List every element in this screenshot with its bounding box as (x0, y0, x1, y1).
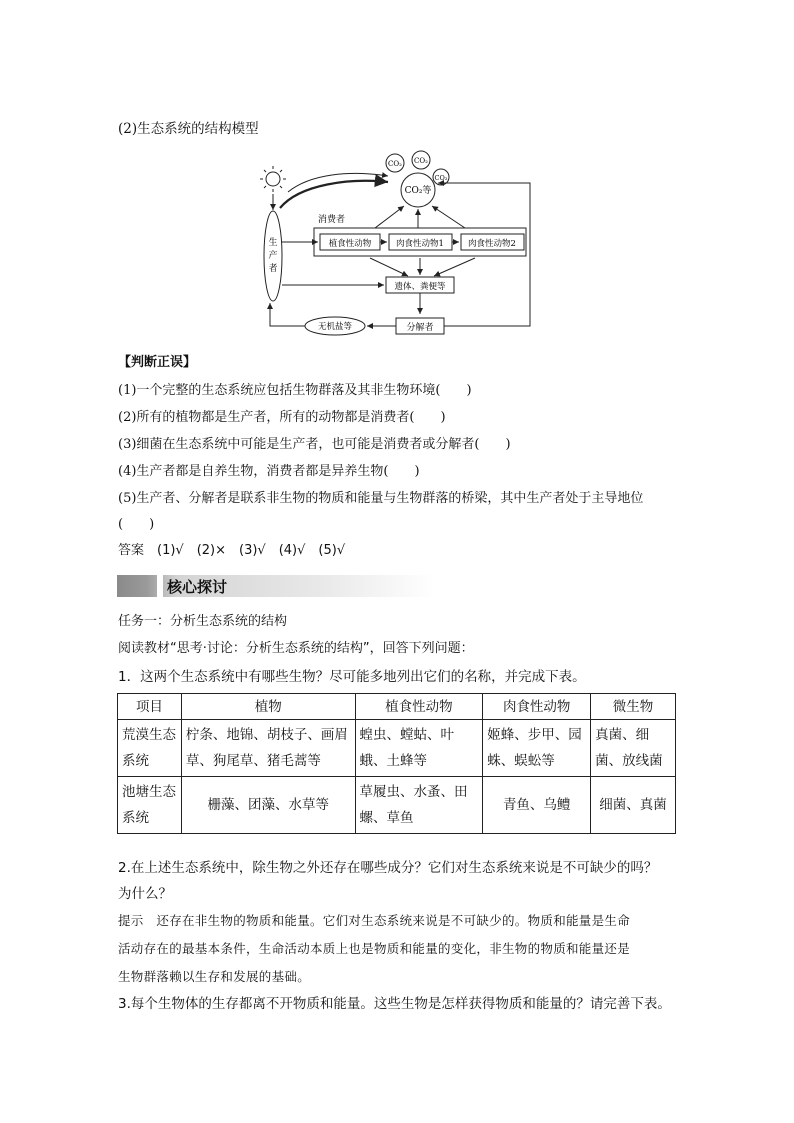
question-2-line-1: 2.在上述生态系统中，除生物之外还存在哪些成分？它们对生态系统来说是不可缺少的吗？ (118, 860, 658, 876)
svg-text:肉食性动物1: 肉食性动物1 (396, 239, 444, 249)
reading-instruction: 阅读教材“思考·讨论：分析生态系统的结构”，回答下列问题： (118, 641, 474, 656)
svg-text:者: 者 (268, 264, 278, 274)
ecosystem-structure-diagram (240, 148, 540, 340)
svg-text:CO₂等: CO₂等 (404, 186, 432, 196)
judge-item-5: (5)生产者、分解者是联系非生物的物质和能量与生物群落的桥梁，其中生产者处于主导地位 (118, 491, 644, 506)
sun-icon (260, 166, 286, 192)
question-3: 3.每个生物体的生存都离不开物质和能量。这些生物是怎样获得物质和能量的？请完善下表。 (118, 996, 671, 1012)
herbivores-cell: 蝗虫、螳蛄、叶蛾、土蜂等 (355, 720, 483, 777)
svg-text:肉食性动物2: 肉食性动物2 (468, 239, 516, 249)
section-header (117, 575, 435, 597)
header-carnivores: 肉食性动物 (483, 694, 591, 720)
table-header-row (118, 694, 676, 720)
judge-item-5-bracket: ( ) (118, 517, 155, 532)
co2-small-circle-2 (412, 151, 430, 169)
table-row (118, 720, 676, 777)
carnivores-cell: 青鱼、乌鳢 (483, 777, 591, 834)
row-label: 池塘生态系统 (118, 777, 182, 834)
producer-node (264, 211, 282, 301)
header-plants: 植物 (181, 694, 355, 720)
decomposer-node (396, 318, 444, 334)
organism-table (117, 693, 676, 834)
microbes-cell: 细菌、真菌 (591, 777, 676, 834)
row-label: 荒漠生态系统 (118, 720, 182, 777)
judge-heading: 【判断正误】 (118, 355, 197, 370)
hint-line-3: 生物群落赖以生存和发展的基础。 (118, 969, 311, 984)
judge-answer: 答案 (1)√ (2)× (3)√ (4)√ (5)√ (118, 543, 346, 558)
judge-item-1: (1)一个完整的生态系统应包括生物群落及其非生物环境( ) (118, 383, 472, 398)
microbes-cell: 真菌、细菌、放线菌 (591, 720, 676, 777)
hint-line-2: 活动存在的最基本条件，生命活动本质上也是物质和能量的变化，非生物的物质和能量还是 (118, 941, 631, 956)
svg-text:无机盐等: 无机盐等 (317, 322, 353, 332)
svg-text:CO₂: CO₂ (414, 157, 428, 165)
judge-item-4: (4)生产者都是自养生物，消费者都是异养生物( ) (118, 464, 420, 479)
judge-item-3: (3)细菌在生态系统中可能是生产者，也可能是消费者或分解者( ) (118, 437, 511, 452)
svg-text:生: 生 (268, 238, 278, 248)
diagram-title: (2)生态系统的结构模型 (118, 121, 259, 137)
carnivores-cell: 姬蜂、步甲、园蛛、蜈蚣等 (483, 720, 591, 777)
header-microbes: 微生物 (591, 694, 676, 720)
carnivore1-node (389, 234, 452, 250)
plants-cell: 柠条、地锦、胡枝子、画眉草、狗尾草、猪毛蒿等 (181, 720, 355, 777)
header-herbivores: 植食性动物 (355, 694, 483, 720)
consumer-group-label: 消费者 (318, 215, 346, 225)
question-1: 1．这两个生态系统中有哪些生物？尽可能多地列出它们的名称，并完成下表。 (118, 669, 586, 685)
herbivores-cell: 草履虫、水蚤、田螺、草鱼 (355, 777, 483, 834)
plants-cell: 栅藻、团藻、水草等 (181, 777, 355, 834)
table-row (118, 777, 676, 834)
judge-item-2: (2)所有的植物都是生产者，所有的动物都是消费者( ) (118, 410, 446, 425)
co2-small-circle-1 (386, 154, 404, 172)
hint-line-1: 提示 还存在非生物的物质和能量。它们对生态系统来说是不可缺少的。物质和能量是生命 (118, 913, 631, 928)
herbivore-node (320, 234, 380, 250)
svg-text:CO₂: CO₂ (388, 160, 402, 168)
task1-title: 任务一：分析生态系统的结构 (118, 614, 288, 629)
svg-text:产: 产 (268, 251, 278, 261)
header-item: 项目 (118, 694, 182, 720)
inorganic-salts-node (305, 317, 365, 335)
svg-text:分解者: 分解者 (406, 323, 434, 333)
co2-main-circle (401, 173, 435, 207)
section-title: 核心探讨 (167, 578, 228, 596)
carnivore2-node (461, 234, 524, 250)
svg-text:CO₂: CO₂ (434, 174, 448, 182)
question-2-line-2: 为什么？ (118, 886, 172, 902)
svg-text:植食性动物: 植食性动物 (328, 239, 372, 249)
remains-node (386, 277, 454, 293)
svg-text:遗体、粪便等: 遗体、粪便等 (394, 282, 446, 292)
